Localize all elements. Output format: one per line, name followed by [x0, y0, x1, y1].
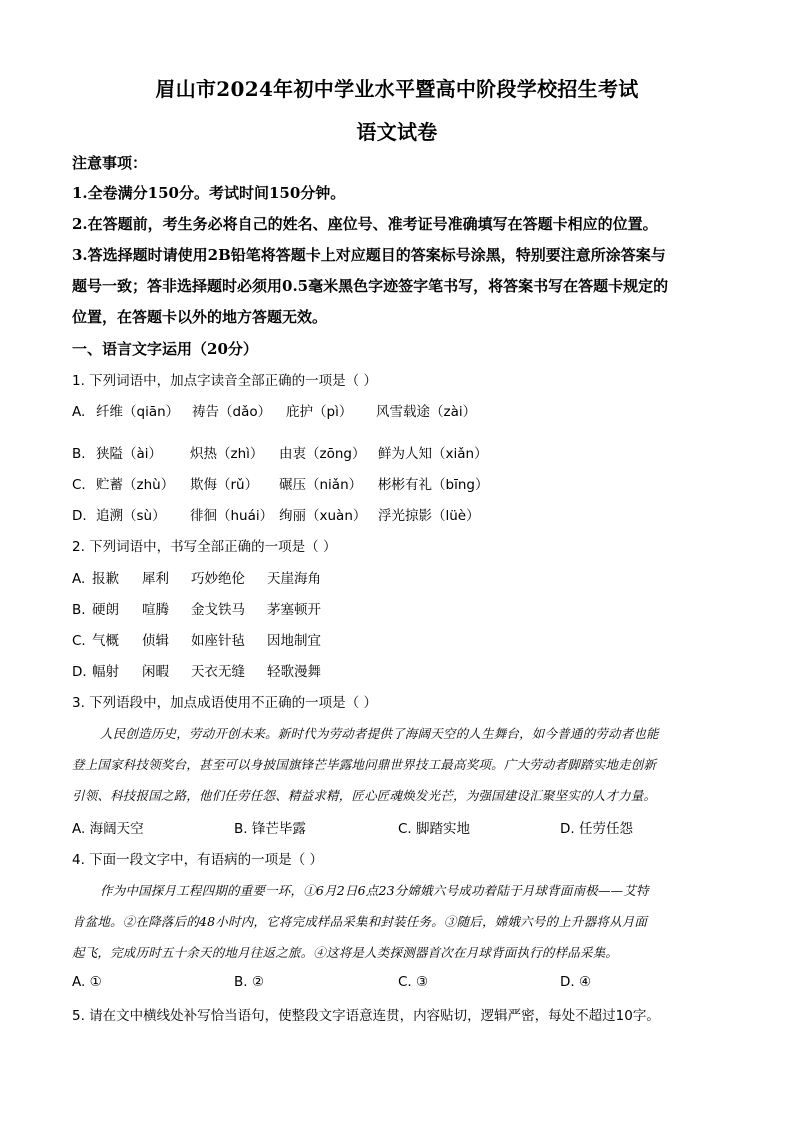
option-d: D. ④	[560, 974, 592, 990]
option-word: 风雪载途（zài）	[376, 404, 477, 420]
option-letter: B.	[72, 446, 86, 462]
question-1-option-c	[72, 473, 488, 493]
question-2-option-d	[72, 660, 321, 680]
option-word: 报歉	[92, 571, 119, 587]
option-letter: D.	[72, 508, 87, 524]
question-3-passage-line-3: 引领、科技报国之路，他们任劳任怨、精益求精，匠心匠魂焕发光芒，为强国建设汇聚坚实的人才力量。	[72, 788, 657, 803]
option-word: 喧腾	[142, 602, 169, 618]
question-4-passage-line-1: 作为中国探月工程四期的重要一环，①6月2日6点23分嫦娥六号成功着陆于月球背面南极——艾特	[100, 883, 649, 898]
option-a: A. 海阔天空	[72, 821, 144, 837]
option-letter: B.	[72, 602, 86, 618]
option-word: 硬朗	[92, 602, 119, 618]
option-d: D. 任劳任怨	[560, 821, 633, 837]
option-c: C. 脚踏实地	[398, 821, 471, 837]
option-word: 祷告（dǎo）	[192, 404, 272, 420]
option-b: B. 锋芒毕露	[234, 821, 306, 837]
notice-heading: 注意事项：	[72, 154, 148, 172]
option-word: 金戈铁马	[191, 602, 245, 618]
option-word: 闲暇	[142, 664, 169, 680]
question-4-options	[72, 974, 591, 990]
option-word: 轻歌漫舞	[267, 664, 321, 680]
option-word: 彬彬有礼（bīng）	[378, 477, 489, 493]
notice-item-2: 2.在答题前，考生务必将自己的姓名、座位号、准考证号准确填写在答题卡相应的位置。	[72, 215, 658, 233]
exam-title: 眉山市2024年初中学业水平暨高中阶段学校招生考试	[155, 77, 639, 101]
option-letter: D.	[72, 664, 87, 680]
question-3-stem: 3. 下列语段中，加点成语使用不正确的一项是（ ）	[72, 695, 377, 711]
option-word: 徘徊（huái）	[190, 508, 274, 524]
option-word: 碾压（niǎn）	[279, 477, 363, 493]
question-2-stem: 2. 下列词语中，书写全部正确的一项是（ ）	[72, 539, 337, 555]
question-1-option-a	[72, 400, 476, 420]
question-5-stem: 5. 请在文中横线处补写恰当语句，使整段文字语意连贯，内容贴切，逻辑严密，每处不超过10字。	[72, 1008, 660, 1024]
option-word: 气概	[92, 633, 119, 649]
exam-subtitle: 语文试卷	[356, 120, 438, 144]
option-letter: A.	[72, 571, 86, 587]
option-word: 巧妙绝伦	[191, 571, 245, 587]
option-word: 幅射	[92, 664, 119, 680]
option-word: 欺侮（rǔ）	[190, 477, 259, 493]
option-word: 贮蓄（zhù）	[96, 477, 175, 493]
option-letter: A.	[72, 404, 86, 420]
option-word: 狭隘（ài）	[96, 446, 163, 462]
option-word: 天崖海角	[267, 571, 321, 587]
option-word: 鲜为人知（xiǎn）	[378, 446, 488, 462]
option-word: 纤维（qiān）	[96, 404, 180, 420]
option-a: A. ①	[72, 974, 102, 990]
question-3-passage-line-2: 登上国家科技领奖台，甚至可以身披国旗锋芒毕露地问鼎世界技工最高奖项。广大劳动者脚踏实地走创新	[72, 757, 657, 772]
option-word: 犀利	[142, 571, 169, 587]
question-4-passage-line-2: 肯盆地。②在降落后的48小时内，它将完成样品采集和封装任务。③随后，嫦娥六号的上升器将从月面	[72, 914, 648, 929]
option-word: 由衷（zōng）	[279, 446, 366, 462]
option-word: 如座针毡	[191, 633, 245, 649]
option-letter: C.	[72, 633, 86, 649]
notice-item-3: 3.答选择题时请使用2B铅笔将答题卡上对应题目的答案标号涂黑，特别要注意所涂答案与	[72, 246, 666, 264]
option-word: 天衣无缝	[191, 664, 245, 680]
question-4-stem: 4. 下面一段文字中，有语病的一项是（ ）	[72, 852, 323, 868]
option-word: 因地制宜	[267, 633, 321, 649]
notice-item-3-cont: 题号一致；答非选择题时必须用0.5毫米黑色字迹签字笔书写，将答案书写在答题卡规定的	[72, 277, 669, 295]
question-1-option-d	[72, 504, 480, 524]
option-word: 侦辑	[142, 633, 169, 649]
option-c: C. ③	[398, 974, 429, 990]
option-word: 茅塞顿开	[267, 602, 321, 618]
question-2-option-c	[72, 629, 321, 649]
option-word: 追溯（sù）	[96, 508, 166, 524]
question-2-option-a	[72, 567, 321, 587]
option-word: 庇护（pì）	[286, 404, 353, 420]
question-1-option-b	[72, 442, 488, 462]
section-heading: 一、语言文字运用（20分）	[72, 340, 258, 358]
question-1-stem: 1. 下列词语中，加点字读音全部正确的一项是（ ）	[72, 373, 377, 389]
option-word: 绚丽（xuàn）	[279, 508, 367, 524]
option-b: B. ②	[234, 974, 264, 990]
question-2-option-b	[72, 598, 321, 618]
option-letter: C.	[72, 477, 86, 493]
question-3-passage-line-1: 人民创造历史，劳动开创未来。新时代为劳动者提供了海阔天空的人生舞台，如今普通的劳动者也能	[100, 726, 659, 741]
notice-item-3-end: 位置，在答题卡以外的地方答题无效。	[72, 308, 328, 326]
option-word: 浮光掠影（lüè）	[378, 508, 480, 524]
notice-item-1: 1.全卷满分150分。考试时间150分钟。	[72, 184, 346, 202]
question-4-passage-line-3: 起飞，完成历时五十余天的地月往返之旅。④这将是人类探测器首次在月球背面执行的样品采集。	[72, 945, 619, 960]
option-word: 炽热（zhì）	[190, 446, 264, 462]
question-3-options	[72, 817, 633, 837]
